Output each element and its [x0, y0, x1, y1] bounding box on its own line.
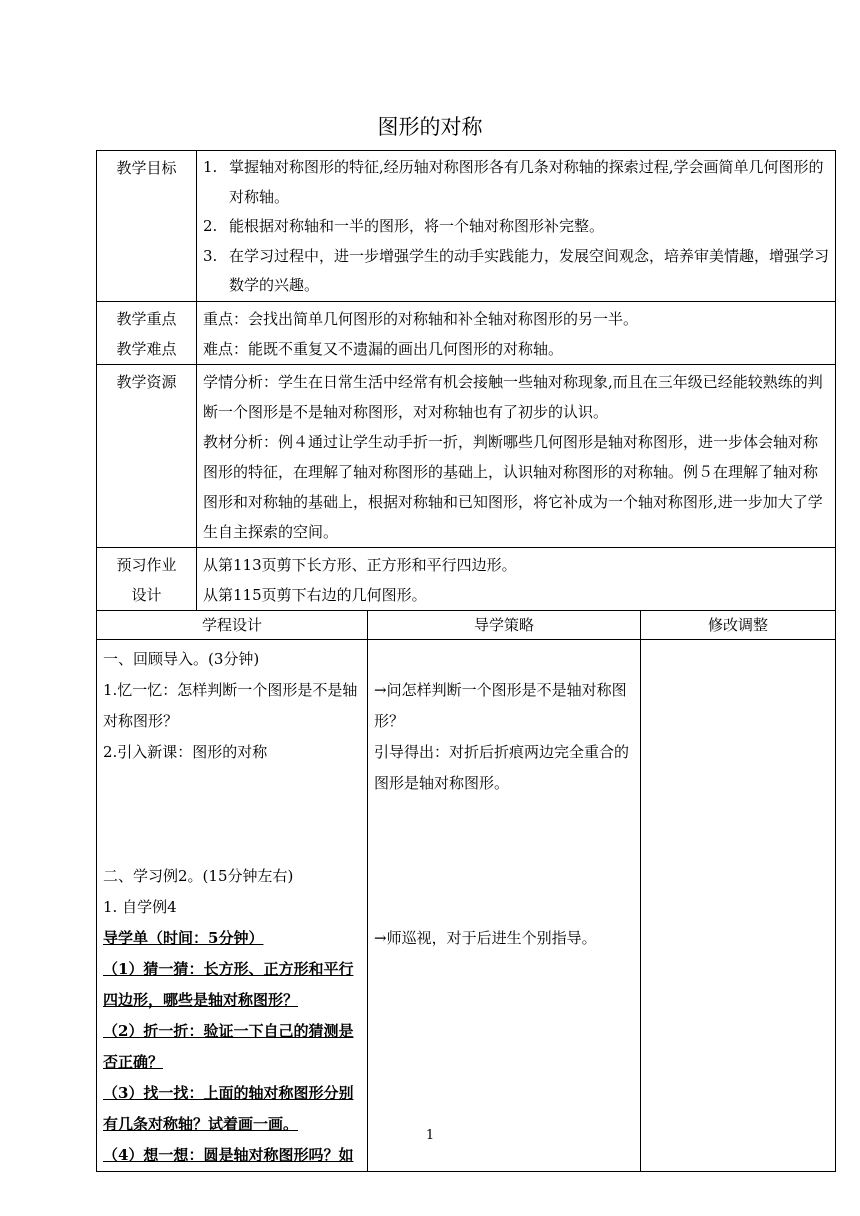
resources-content: 学情分析：学生在日常生活中经常有机会接触一些轴对称现象,而且在三年级已经能较熟练的判断一个图形是不是轴对称图形，对对称轴也有了初步的认识。 教材分析：例４通过让学生动手折一折，判断哪些几何图形是轴对称图形，进一步体会轴对称图形的特征，在理解了轴对称图形的基础上，认识轴对称图形的对称轴。例５在理解了轴对称图形和对称轴的基础上，根据对称轴和已知图形，将它补成为一个轴对称图形,进一步加大了学生自主探索的空间。	[197, 364, 836, 547]
objectives-content	[197, 151, 836, 302]
column-header-strategy: 导学策略	[368, 610, 641, 639]
strategy-item: →师巡视，对于后进生个别指导。	[374, 928, 597, 947]
keypoints-row	[97, 301, 836, 364]
list-item: 1.忆一忆：怎样判断一个图形是不是轴对称图形？	[103, 680, 358, 730]
resources-row	[97, 364, 836, 547]
guide-question: （2）折一折：验证一下自己的猜测是否正确？	[103, 1021, 354, 1071]
section-heading: 二、学习例2。(15分钟左右)	[103, 866, 294, 885]
column-header-design: 学程设计	[97, 610, 368, 639]
revision-column	[641, 639, 836, 1171]
strategy-item: →问怎样判断一个图形是不是轴对称图形？	[374, 680, 627, 730]
objective-item: 2. 能根据对称轴和一半的图形，将一个轴对称图形补完整。	[203, 217, 605, 235]
homework-row	[97, 547, 836, 610]
list-item: 1. 自学例4	[103, 897, 177, 916]
guide-question: （4）想一想：圆是轴对称图形吗？如	[103, 1145, 354, 1164]
column-header-revision: 修改调整	[641, 610, 836, 639]
document-title: 图形的对称	[377, 115, 483, 139]
page-number: 1	[425, 1128, 435, 1143]
keypoints-label: 教学重点 教学难点	[97, 301, 197, 364]
design-column	[97, 639, 368, 1171]
homework-content: 从第113页剪下长方形、正方形和平行四边形。 从第115页剪下右边的几何图形。	[197, 547, 836, 610]
objectives-label: 教学目标	[97, 151, 197, 302]
lesson-body-row	[97, 639, 836, 1171]
objective-item: 3. 在学习过程中，进一步增强学生的动手实践能力，发展空间观念，培养审美情趣，增强学习数学的兴趣。	[203, 246, 830, 294]
objective-item: 1. 掌握轴对称图形的特征,经历轴对称图形各有几条对称轴的探索过程,学会画简单几何图形的对称轴。	[203, 158, 824, 206]
resources-label: 教学资源	[97, 364, 197, 547]
guide-question: （1）猜一猜：长方形、正方形和平行四边形，哪些是轴对称图形？	[103, 959, 354, 1009]
homework-label: 预习作业 设计	[97, 547, 197, 610]
column-header-row	[97, 610, 836, 639]
objectives-row	[97, 151, 836, 302]
guide-question: （3）找一找：上面的轴对称图形分别有几条对称轴？试着画一画。	[103, 1083, 354, 1133]
guide-sheet-heading: 导学单（时间：5分钟）	[103, 928, 264, 947]
list-item: 2.引入新课：图形的对称	[103, 742, 268, 761]
strategy-column	[368, 639, 641, 1171]
keypoints-content: 重点：会找出简单几何图形的对称轴和补全轴对称图形的另一半。 难点：能既不重复又不遗漏的画出几何图形的对称轴。	[197, 301, 836, 364]
strategy-item: 引导得出：对折后折痕两边完全重合的图形是轴对称图形。	[374, 742, 630, 792]
lesson-plan-table	[96, 150, 836, 1172]
section-heading: 一、回顾导入。(3分钟)	[103, 649, 260, 668]
